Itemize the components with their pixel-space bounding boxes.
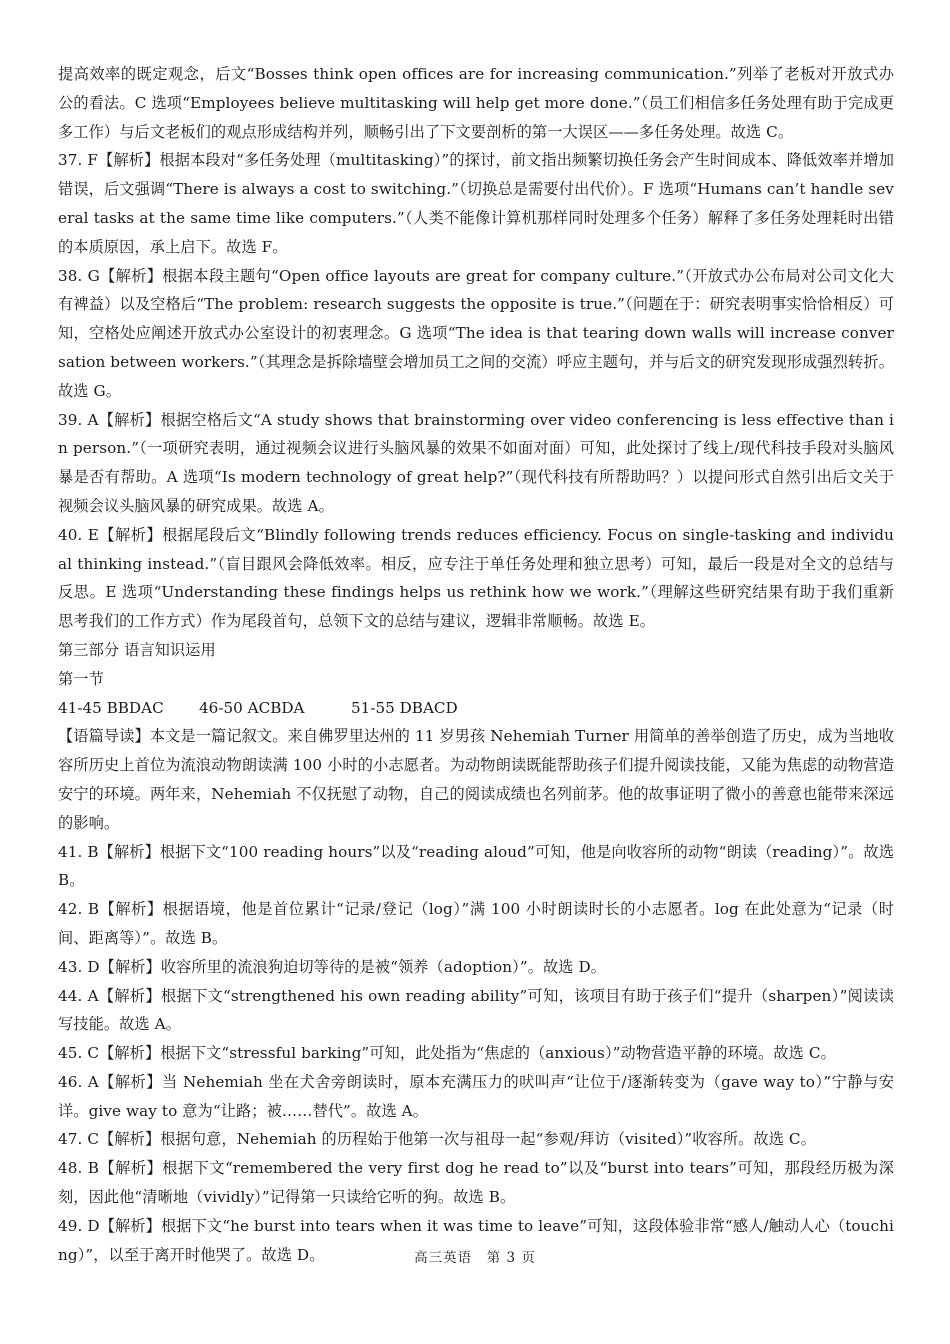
- document-body: [58, 60, 894, 1269]
- paragraph-37: 37. F【解析】根据本段对“多任务处理（multitasking）”的探讨，前文指出频繁切换任务会产生时间成本、降低效率并增加错误，后文强调“There is always a cost to switching.”（切换总是需要付出代价）。F 选项“Humans can’t handle several tasks at the same time like computers.”（人类不能像计算机那样同时处理多个任务）解释了多任务处理耗时出错的本质原因，承上启下。故选 F。: [58, 151, 894, 256]
- paragraph-46: 46. A【解析】当 Nehemiah 坐在犬舍旁朗读时，原本充满压力的吠叫声“让位于/逐渐转变为（gave way to）”宁静与安详。give way to 意为“让路；被……替代”。故选 A。: [58, 1072, 894, 1120]
- paragraph-43: 43. D【解析】收容所里的流浪狗迫切等待的是被“领养（adoption）”。故选 D。: [58, 957, 607, 976]
- answer-key-line: [58, 694, 894, 723]
- paragraph-45: 45. C【解析】根据下文“stressful barking”可知，此处指为“焦虑的（anxious）”动物营造平静的环境。故选 C。: [58, 1044, 836, 1063]
- paragraph-47: 47. C【解析】根据句意，Nehemiah 的历程始于他第一次与祖母一起“参观/拜访（visited）”收容所。故选 C。: [58, 1130, 816, 1149]
- paragraph-39: 39. A【解析】根据空格后文“A study shows that brainstorming over video conferencing is less effective than in person.”（一项研究表明，通过视频会议进行头脑风暴的效果不如面对面）可知，此处探讨了线上/现代科技手段对头脑风暴是否有帮助。A 选项“Is modern technology of great help?”（现代科技有所帮助吗？）以提问形式自然引出后文关于视频会议头脑风暴的研究成果。故选 A。: [58, 410, 894, 515]
- paragraph-44: 44. A【解析】根据下文“strengthened his own reading ability”可知，该项目有助于孩子们“提升（sharpen）”阅读读写技能。故选 A。: [58, 986, 894, 1034]
- paragraph-38: 38. G【解析】根据本段主题句“Open office layouts are great for company culture.”（开放式办公布局对公司文化大有裨益）以及空格后“The problem: research suggests the opposite is true.”（问题在于：研究表明事实恰恰相反）可知，空格处应阐述开放式办公室设计的初衷理念。G 选项“The idea is that tearing down walls will increase conversation between workers.”（其理念是拆除墙壁会增加员工之间的交流）呼应主题句，并与后文的研究发现形成强烈转折。故选 G。: [58, 266, 894, 400]
- paragraph-42: 42. B【解析】根据语境，他是首位累计“记录/登记（log）”满 100 小时朗读时长的小志愿者。log 在此处意为“记录（时间、距离等）”。故选 B。: [58, 900, 894, 947]
- section-heading: 第三部分 语言知识运用: [58, 640, 216, 659]
- answer-group-46-50: 46-50 ACBDA: [199, 698, 305, 717]
- paragraph-49: 49. D【解析】根据下文“he burst into tears when it was time to leave”可知，这段体验非常“感人/触动人心（touching）”，以至于离开时他哭了。故选 D。: [58, 1216, 894, 1264]
- answer-group-51-55: 51-55 DBACD: [351, 698, 458, 717]
- passage-guide: 【语篇导读】本文是一篇记叙文。来自佛罗里达州的 11 岁男孩 Nehemiah Turner 用简单的善举创造了历史，成为当地收容所历史上首位为流浪动物朗读满 100 小时的小志愿者。为动物朗读既能帮助孩子们提升阅读技能，又能为焦虑的动物营造安宁的环境。两年来，Nehemiah 不仅抚慰了动物，自己的阅读成绩也名列前茅。他的故事证明了微小的善意也能带来深远的影响。: [58, 727, 894, 832]
- paragraph-41: 41. B【解析】根据下文“100 reading hours”以及“reading aloud”可知，他是向收容所的动物“朗读（reading）”。故选 B。: [58, 842, 894, 890]
- page-footer: 高三英语 第 3 页: [414, 1250, 536, 1266]
- paragraph-40: 40. E【解析】根据尾段后文“Blindly following trends reduces efficiency. Focus on single-tasking and individual thinking instead.”（盲目跟风会降低效率。相反，应专注于单任务处理和独立思考）可知，最后一段是对全文的总结与反思。E 选项“Understanding these findings helps us rethink how we work.”（理解这些研究结果有助于我们重新思考我们的工作方式）作为尾段首句，总领下文的总结与建议，逻辑非常顺畅。故选 E。: [58, 525, 894, 631]
- answer-group-41-45: 41-45 BBDAC: [58, 698, 164, 717]
- paragraph-36-continued: 提高效率的既定观念，后文“Bosses think open offices are for increasing communication.”列举了老板对开放式办公的看法。C 选项“Employees believe multitasking will help get more done.”（员工们相信多任务处理有助于完成更多工作）与后文老板们的观点形成结构并列，顺畅引出了下文要剖析的第一大误区——多任务处理。故选 C。: [58, 65, 894, 141]
- subsection-heading: 第一节: [58, 669, 104, 688]
- paragraph-48: 48. B【解析】根据下文“remembered the very first dog he read to”以及“burst into tears”可知，那段经历极为深刻，因此他“清晰地（vividly）”记得第一只读给它听的狗。故选 B。: [58, 1159, 894, 1207]
